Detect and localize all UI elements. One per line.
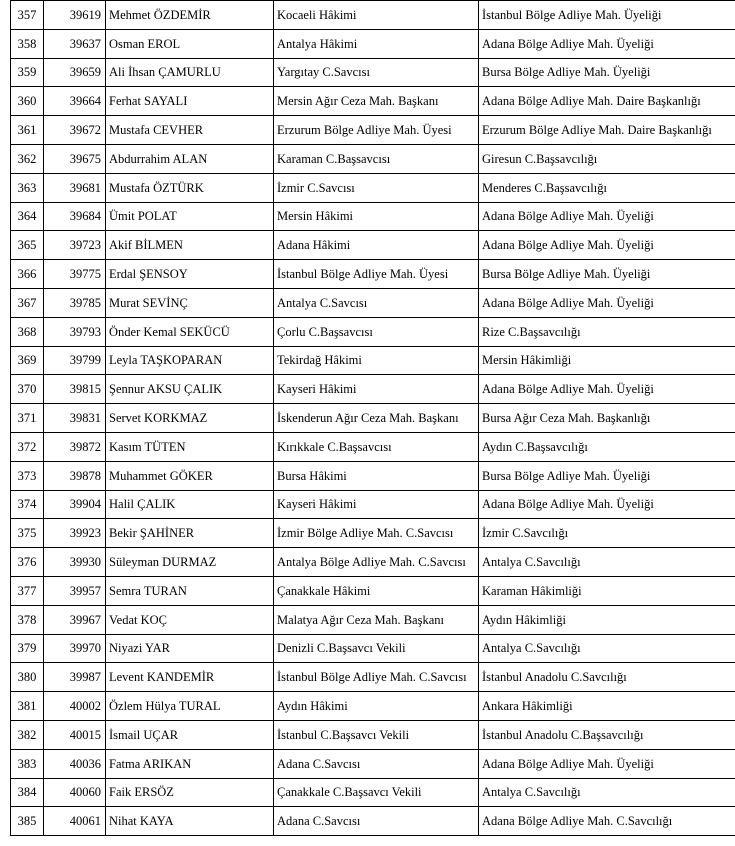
person-name-cell: İsmail UÇAR	[106, 720, 274, 749]
registry-number-cell: 39872	[44, 432, 106, 461]
new-position-cell: Erzurum Bölge Adliye Mah. Daire Başkanlığı	[479, 116, 735, 145]
registry-number-cell: 39970	[44, 634, 106, 663]
person-name-cell: Akif BİLMEN	[106, 231, 274, 260]
table-row	[11, 202, 735, 231]
person-name-cell: Şennur AKSU ÇALIK	[106, 375, 274, 404]
registry-number-cell: 39664	[44, 87, 106, 116]
current-position-cell: Antalya C.Savcısı	[274, 288, 479, 317]
current-position-cell: Çanakkale Hâkimi	[274, 576, 479, 605]
new-position-cell: Antalya C.Savcılığı	[479, 548, 735, 577]
current-position-cell: Çanakkale C.Başsavcı Vekili	[274, 778, 479, 807]
row-number-cell: 375	[11, 519, 44, 548]
row-number-cell: 362	[11, 144, 44, 173]
person-name-cell: Kasım TÜTEN	[106, 432, 274, 461]
table-row	[11, 404, 735, 433]
person-name-cell: Faik ERSÖZ	[106, 778, 274, 807]
appointment-table	[10, 0, 735, 836]
row-number-cell: 357	[11, 1, 44, 30]
row-number-cell: 364	[11, 202, 44, 231]
row-number-cell: 370	[11, 375, 44, 404]
person-name-cell: Semra TURAN	[106, 576, 274, 605]
current-position-cell: Antalya Hâkimi	[274, 29, 479, 58]
current-position-cell: Erzurum Bölge Adliye Mah. Üyesi	[274, 116, 479, 145]
current-position-cell: Karaman C.Başsavcısı	[274, 144, 479, 173]
registry-number-cell: 40036	[44, 749, 106, 778]
registry-number-cell: 39967	[44, 605, 106, 634]
table-row	[11, 375, 735, 404]
person-name-cell: Fatma ARIKAN	[106, 749, 274, 778]
registry-number-cell: 40060	[44, 778, 106, 807]
row-number-cell: 373	[11, 461, 44, 490]
new-position-cell: İzmir C.Savcılığı	[479, 519, 735, 548]
person-name-cell: Halil ÇALIK	[106, 490, 274, 519]
new-position-cell: Bursa Bölge Adliye Mah. Üyeliği	[479, 58, 735, 87]
registry-number-cell: 39675	[44, 144, 106, 173]
registry-number-cell: 39815	[44, 375, 106, 404]
person-name-cell: Mehmet ÖZDEMİR	[106, 1, 274, 30]
table-row	[11, 288, 735, 317]
row-number-cell: 366	[11, 260, 44, 289]
new-position-cell: Bursa Bölge Adliye Mah. Üyeliği	[479, 260, 735, 289]
row-number-cell: 384	[11, 778, 44, 807]
new-position-cell: Karaman Hâkimliği	[479, 576, 735, 605]
new-position-cell: Giresun C.Başsavcılığı	[479, 144, 735, 173]
table-row	[11, 519, 735, 548]
current-position-cell: Adana C.Savcısı	[274, 807, 479, 836]
table-row	[11, 576, 735, 605]
current-position-cell: İzmir C.Savcısı	[274, 173, 479, 202]
row-number-cell: 371	[11, 404, 44, 433]
table-row	[11, 260, 735, 289]
registry-number-cell: 39684	[44, 202, 106, 231]
person-name-cell: Süleyman DURMAZ	[106, 548, 274, 577]
person-name-cell: Leyla TAŞKOPARAN	[106, 346, 274, 375]
new-position-cell: Adana Bölge Adliye Mah. Üyeliği	[479, 375, 735, 404]
new-position-cell: Adana Bölge Adliye Mah. C.Savcılığı	[479, 807, 735, 836]
row-number-cell: 365	[11, 231, 44, 260]
table-row	[11, 317, 735, 346]
row-number-cell: 381	[11, 692, 44, 721]
current-position-cell: Tekirdağ Hâkimi	[274, 346, 479, 375]
new-position-cell: Adana Bölge Adliye Mah. Üyeliği	[479, 490, 735, 519]
new-position-cell: Bursa Bölge Adliye Mah. Üyeliği	[479, 461, 735, 490]
current-position-cell: Mersin Ağır Ceza Mah. Başkanı	[274, 87, 479, 116]
row-number-cell: 358	[11, 29, 44, 58]
new-position-cell: Adana Bölge Adliye Mah. Üyeliği	[479, 749, 735, 778]
current-position-cell: Adana C.Savcısı	[274, 749, 479, 778]
registry-number-cell: 39799	[44, 346, 106, 375]
registry-number-cell: 39723	[44, 231, 106, 260]
new-position-cell: Adana Bölge Adliye Mah. Üyeliği	[479, 29, 735, 58]
registry-number-cell: 39878	[44, 461, 106, 490]
current-position-cell: Mersin Hâkimi	[274, 202, 479, 231]
table-row	[11, 58, 735, 87]
table-row	[11, 634, 735, 663]
row-number-cell: 374	[11, 490, 44, 519]
appointment-table-body	[11, 1, 735, 836]
person-name-cell: Abdurrahim ALAN	[106, 144, 274, 173]
row-number-cell: 363	[11, 173, 44, 202]
row-number-cell: 385	[11, 807, 44, 836]
person-name-cell: Osman EROL	[106, 29, 274, 58]
registry-number-cell: 40015	[44, 720, 106, 749]
row-number-cell: 367	[11, 288, 44, 317]
row-number-cell: 377	[11, 576, 44, 605]
new-position-cell: Antalya C.Savcılığı	[479, 634, 735, 663]
table-row	[11, 548, 735, 577]
row-number-cell: 361	[11, 116, 44, 145]
person-name-cell: Ferhat SAYALI	[106, 87, 274, 116]
registry-number-cell: 39775	[44, 260, 106, 289]
new-position-cell: İstanbul Bölge Adliye Mah. Üyeliği	[479, 1, 735, 30]
registry-number-cell: 39672	[44, 116, 106, 145]
row-number-cell: 369	[11, 346, 44, 375]
new-position-cell: Adana Bölge Adliye Mah. Daire Başkanlığı	[479, 87, 735, 116]
person-name-cell: Mustafa CEVHER	[106, 116, 274, 145]
new-position-cell: İstanbul Anadolu C.Savcılığı	[479, 663, 735, 692]
current-position-cell: Kayseri Hâkimi	[274, 375, 479, 404]
current-position-cell: Denizli C.Başsavcı Vekili	[274, 634, 479, 663]
current-position-cell: İstanbul C.Başsavcı Vekili	[274, 720, 479, 749]
table-row	[11, 720, 735, 749]
row-number-cell: 379	[11, 634, 44, 663]
table-row	[11, 87, 735, 116]
new-position-cell: Rize C.Başsavcılığı	[479, 317, 735, 346]
new-position-cell: Ankara Hâkimliği	[479, 692, 735, 721]
new-position-cell: Menderes C.Başsavcılığı	[479, 173, 735, 202]
person-name-cell: Murat SEVİNÇ	[106, 288, 274, 317]
registry-number-cell: 39923	[44, 519, 106, 548]
table-row	[11, 490, 735, 519]
current-position-cell: Yargıtay C.Savcısı	[274, 58, 479, 87]
new-position-cell: Adana Bölge Adliye Mah. Üyeliği	[479, 202, 735, 231]
row-number-cell: 383	[11, 749, 44, 778]
current-position-cell: İskenderun Ağır Ceza Mah. Başkanı	[274, 404, 479, 433]
registry-number-cell: 39637	[44, 29, 106, 58]
current-position-cell: Bursa Hâkimi	[274, 461, 479, 490]
table-row	[11, 778, 735, 807]
table-row	[11, 144, 735, 173]
person-name-cell: Özlem Hülya TURAL	[106, 692, 274, 721]
registry-number-cell: 39681	[44, 173, 106, 202]
current-position-cell: İstanbul Bölge Adliye Mah. Üyesi	[274, 260, 479, 289]
new-position-cell: Aydın C.Başsavcılığı	[479, 432, 735, 461]
table-row	[11, 346, 735, 375]
row-number-cell: 372	[11, 432, 44, 461]
registry-number-cell: 39957	[44, 576, 106, 605]
current-position-cell: Kocaeli Hâkimi	[274, 1, 479, 30]
registry-number-cell: 39930	[44, 548, 106, 577]
registry-number-cell: 39904	[44, 490, 106, 519]
new-position-cell: Antalya C.Savcılığı	[479, 778, 735, 807]
current-position-cell: Kayseri Hâkimi	[274, 490, 479, 519]
current-position-cell: Antalya Bölge Adliye Mah. C.Savcısı	[274, 548, 479, 577]
table-row	[11, 1, 735, 30]
person-name-cell: Bekir ŞAHİNER	[106, 519, 274, 548]
table-row	[11, 116, 735, 145]
current-position-cell: Çorlu C.Başsavcısı	[274, 317, 479, 346]
person-name-cell: Muhammet GÖKER	[106, 461, 274, 490]
table-row	[11, 231, 735, 260]
current-position-cell: Aydın Hâkimi	[274, 692, 479, 721]
table-row	[11, 749, 735, 778]
registry-number-cell: 39987	[44, 663, 106, 692]
row-number-cell: 382	[11, 720, 44, 749]
person-name-cell: Ali İhsan ÇAMURLU	[106, 58, 274, 87]
new-position-cell: Adana Bölge Adliye Mah. Üyeliği	[479, 231, 735, 260]
person-name-cell: Mustafa ÖZTÜRK	[106, 173, 274, 202]
registry-number-cell: 40002	[44, 692, 106, 721]
current-position-cell: Malatya Ağır Ceza Mah. Başkanı	[274, 605, 479, 634]
registry-number-cell: 39785	[44, 288, 106, 317]
registry-number-cell: 39793	[44, 317, 106, 346]
current-position-cell: Kırıkkale C.Başsavcısı	[274, 432, 479, 461]
new-position-cell: Mersin Hâkimliği	[479, 346, 735, 375]
person-name-cell: Ümit POLAT	[106, 202, 274, 231]
person-name-cell: Vedat KOÇ	[106, 605, 274, 634]
person-name-cell: Niyazi YAR	[106, 634, 274, 663]
new-position-cell: Adana Bölge Adliye Mah. Üyeliği	[479, 288, 735, 317]
registry-number-cell: 40061	[44, 807, 106, 836]
table-row	[11, 173, 735, 202]
table-row	[11, 663, 735, 692]
person-name-cell: Servet KORKMAZ	[106, 404, 274, 433]
table-row	[11, 432, 735, 461]
person-name-cell: Levent KANDEMİR	[106, 663, 274, 692]
person-name-cell: Önder Kemal SEKÜCÜ	[106, 317, 274, 346]
appointment-list-sheet	[10, 0, 735, 836]
row-number-cell: 368	[11, 317, 44, 346]
row-number-cell: 376	[11, 548, 44, 577]
table-row	[11, 461, 735, 490]
current-position-cell: İzmir Bölge Adliye Mah. C.Savcısı	[274, 519, 479, 548]
row-number-cell: 360	[11, 87, 44, 116]
registry-number-cell: 39659	[44, 58, 106, 87]
registry-number-cell: 39831	[44, 404, 106, 433]
current-position-cell: Adana Hâkimi	[274, 231, 479, 260]
table-row	[11, 692, 735, 721]
current-position-cell: İstanbul Bölge Adliye Mah. C.Savcısı	[274, 663, 479, 692]
table-row	[11, 605, 735, 634]
new-position-cell: Aydın Hâkimliği	[479, 605, 735, 634]
person-name-cell: Erdal ŞENSOY	[106, 260, 274, 289]
row-number-cell: 359	[11, 58, 44, 87]
new-position-cell: İstanbul Anadolu C.Başsavcılığı	[479, 720, 735, 749]
table-row	[11, 29, 735, 58]
row-number-cell: 378	[11, 605, 44, 634]
registry-number-cell: 39619	[44, 1, 106, 30]
person-name-cell: Nihat KAYA	[106, 807, 274, 836]
new-position-cell: Bursa Ağır Ceza Mah. Başkanlığı	[479, 404, 735, 433]
table-row	[11, 807, 735, 836]
row-number-cell: 380	[11, 663, 44, 692]
